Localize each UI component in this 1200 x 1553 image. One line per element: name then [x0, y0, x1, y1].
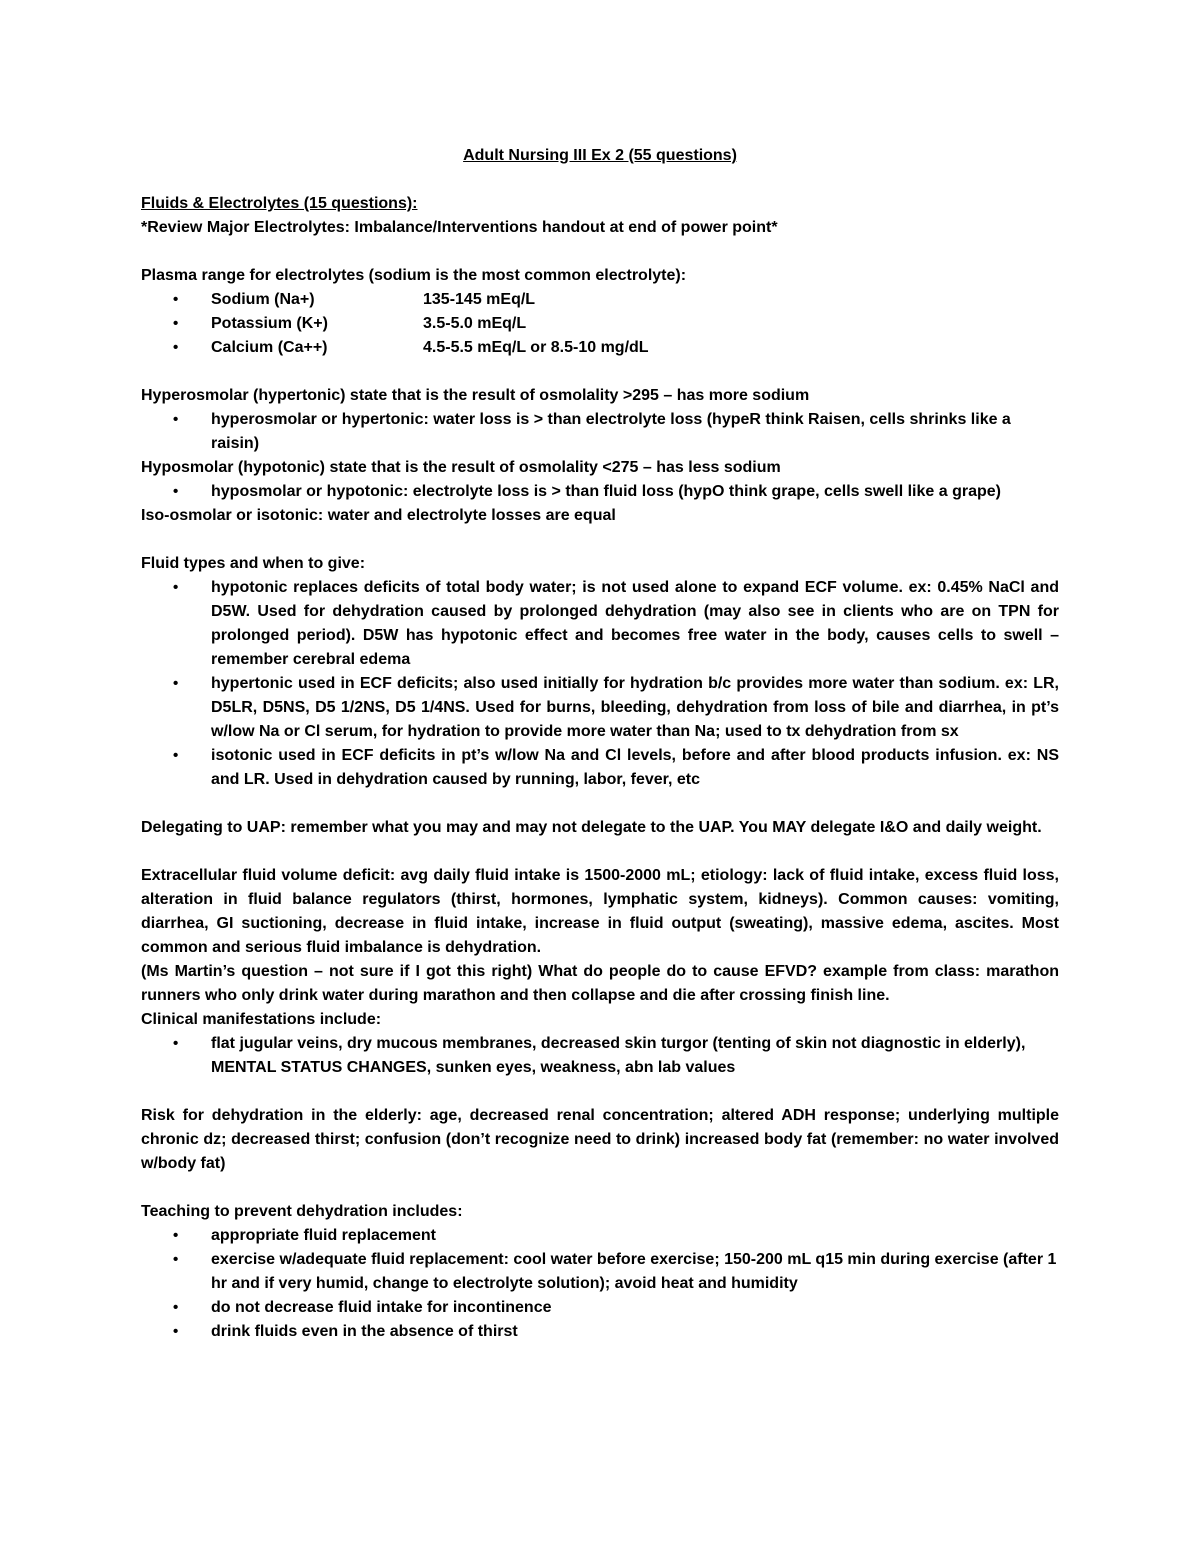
clinical-list — [141, 1032, 1059, 1080]
list-item — [141, 744, 1059, 792]
delegating-text: Delegating to UAP: remember what you may and may not delegate to the UAP. You MAY delegate I&O and daily weight. — [141, 819, 1042, 836]
hyperosmolar-text: Hyperosmolar (hypertonic) state that is the result of osmolality >295 – has more sodium — [141, 387, 810, 404]
electrolyte-range: 4.5-5.5 mEq/L or 8.5-10 mg/dL — [423, 339, 649, 356]
list-item — [141, 288, 1059, 312]
bullet-icon: • — [173, 579, 179, 596]
list-item-text: hypotonic replaces deficits of total body water; is not used alone to expand ECF volume. ex: 0.45% NaCl and D5W. Used for dehydration caused by prolonged dehydration (may also see in clients who are on TPN for prolonged period). D5W has hypotonic effect and becomes free water in the body, causes cells to swell – remember cerebral edema — [211, 579, 1059, 668]
list-item-text: hyperosmolar or hypertonic: water loss is > than electrolyte loss (hypeR think Raisen, cells shrinks like a raisin) — [211, 411, 1011, 452]
plasma-heading: Plasma range for electrolytes (sodium is the most common electrolyte): — [141, 267, 687, 284]
martin-question-text: (Ms Martin’s question – not sure if I got this right) What do people do to cause EFVD? example from class: marathon runners who only drink water during marathon and then collapse and die after crossing finish line. — [141, 963, 1059, 1004]
list-item-text: flat jugular veins, dry mucous membranes, decreased skin turgor (tenting of skin not diagnostic in elderly), MENTAL STATUS CHANGES, sunken eyes, weakness, abn lab values — [211, 1035, 1026, 1076]
bullet-icon: • — [173, 747, 179, 764]
isoosmolar-text: Iso-osmolar or isotonic: water and electrolyte losses are equal — [141, 507, 616, 524]
list-item-text: appropriate fluid replacement — [211, 1227, 436, 1244]
list-item — [141, 1224, 1059, 1248]
list-item — [141, 1296, 1059, 1320]
review-note: *Review Major Electrolytes: Imbalance/Interventions handout at end of power point* — [141, 219, 778, 236]
electrolyte-range: 3.5-5.0 mEq/L — [423, 315, 527, 332]
list-item — [141, 576, 1059, 672]
list-item — [141, 1248, 1059, 1296]
plasma-range-list — [141, 288, 1059, 360]
electrolyte-range: 135-145 mEq/L — [423, 291, 536, 308]
list-item-text: do not decrease fluid intake for incontinence — [211, 1299, 552, 1316]
document-body — [141, 144, 1059, 1344]
electrolyte-name: Potassium (K+) — [211, 315, 328, 332]
bullet-icon: • — [173, 1227, 179, 1244]
teaching-list — [141, 1224, 1059, 1344]
section-heading-fluids: Fluids & Electrolytes (15 questions): — [141, 195, 418, 212]
bullet-icon: • — [173, 483, 179, 500]
list-item-text: hyposmolar or hypotonic: electrolyte loss is > than fluid loss (hypO think grape, cells swell like a grape) — [211, 483, 1001, 500]
efvd-text: Extracellular fluid volume deficit: avg daily fluid intake is 1500-2000 mL; etiology: lack of fluid intake, excess fluid loss, alteration in fluid balance regulators (thirst, hormones, lymphatic system, kidneys). Common causes: vomiting, diarrhea, GI suctioning, decrease in fluid intake, increase in fluid output (sweating), massive edema, ascites. Most common and serious fluid imbalance is dehydration. — [141, 867, 1059, 956]
list-item — [141, 672, 1059, 744]
hyposmolar-list — [141, 480, 1059, 504]
list-item-text: hypertonic used in ECF deficits; also used initially for hydration b/c provides more water than sodium. ex: LR, D5LR, D5NS, D5 1/2NS, D5 1/4NS. Used for burns, bleeding, dehydration from loss of bile and diarrhea, in pt’s w/low Na or Cl serum, for hydration to provide more water than Na; used to tx dehydration from sx — [211, 675, 1059, 740]
list-item-text: exercise w/adequate fluid replacement: cool water before exercise; 150-200 mL q15 min during exercise (after 1 hr and if very humid, change to electrolyte solution); avoid heat and humidity — [211, 1251, 1057, 1292]
bullet-icon: • — [173, 1035, 179, 1052]
bullet-icon: • — [173, 411, 179, 428]
list-item — [141, 480, 1059, 504]
bullet-icon: • — [173, 1323, 179, 1340]
list-item — [141, 1032, 1059, 1080]
teaching-heading: Teaching to prevent dehydration includes: — [141, 1203, 463, 1220]
list-item — [141, 336, 1059, 360]
bullet-icon: • — [173, 315, 179, 332]
clinical-heading: Clinical manifestations include: — [141, 1011, 382, 1028]
electrolyte-name: Calcium (Ca++) — [211, 339, 328, 356]
list-item — [141, 312, 1059, 336]
bullet-icon: • — [173, 339, 179, 356]
electrolyte-name: Sodium (Na+) — [211, 291, 315, 308]
hyposmolar-text: Hyposmolar (hypotonic) state that is the result of osmolality <275 – has less sodium — [141, 459, 781, 476]
fluid-types-list — [141, 576, 1059, 792]
hyperosmolar-list — [141, 408, 1059, 456]
list-item — [141, 408, 1059, 456]
bullet-icon: • — [173, 1251, 179, 1268]
list-item-text: drink fluids even in the absence of thirst — [211, 1323, 518, 1340]
risk-elderly-text: Risk for dehydration in the elderly: age, decreased renal concentration; altered ADH response; underlying multiple chronic dz; decreased thirst; confusion (don’t recognize need to drink) increased body fat (remember: no water involved w/body fat) — [141, 1107, 1059, 1172]
list-item — [141, 1320, 1059, 1344]
list-item-text: isotonic used in ECF deficits in pt’s w/low Na and Cl levels, before and after blood products infusion. ex: NS and LR. Used in dehydration caused by running, labor, fever, etc — [211, 747, 1059, 788]
document-title: Adult Nursing III Ex 2 (55 questions) — [463, 147, 737, 164]
bullet-icon: • — [173, 675, 179, 692]
bullet-icon: • — [173, 291, 179, 308]
fluid-types-heading: Fluid types and when to give: — [141, 555, 366, 572]
bullet-icon: • — [173, 1299, 179, 1316]
